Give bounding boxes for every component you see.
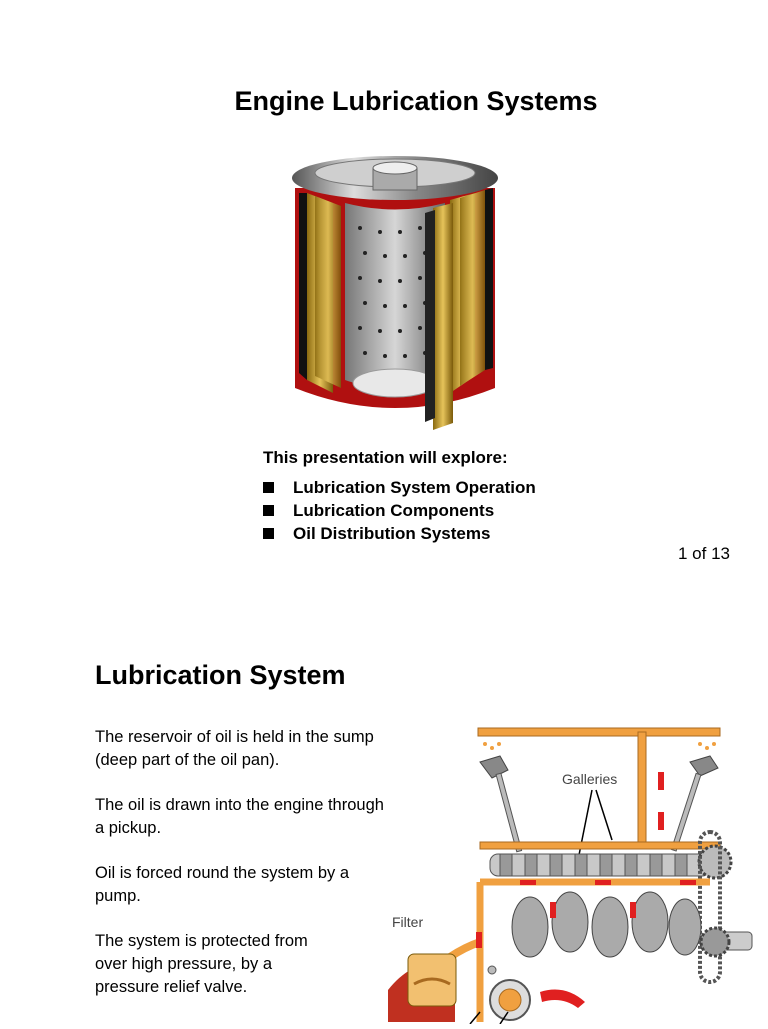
slide-title: Engine Lubrication Systems (234, 86, 598, 116)
section-title: Lubrication System (95, 660, 346, 690)
list-item: Lubrication System Operation (263, 476, 536, 499)
filter-label: Filter (392, 914, 424, 930)
galleries-label: Galleries (562, 771, 618, 787)
list-item: Oil Distribution Systems (263, 522, 536, 545)
paragraph-relief-valve: The system is protected from over high pressure, by a pressure relief valve. (95, 932, 308, 996)
page-number: 1 of 13 (678, 544, 730, 563)
paragraph-pickup: The oil is drawn into the engine through a pickup. (95, 796, 384, 837)
bullet-square-icon (263, 505, 274, 516)
list-item: Lubrication Components (263, 499, 536, 522)
oil-filter-cutaway-image (285, 148, 505, 430)
topic-list (263, 476, 536, 545)
bullet-square-icon (263, 528, 274, 539)
bullet-square-icon (263, 482, 274, 493)
paragraph-reservoir: The reservoir of oil is held in the sump (deep part of the oil pan). (95, 728, 374, 769)
lubrication-system-diagram (380, 722, 768, 1024)
paragraph-pump: Oil is forced round the system by a pump. (95, 864, 350, 905)
intro-text: This presentation will explore: (263, 448, 508, 467)
